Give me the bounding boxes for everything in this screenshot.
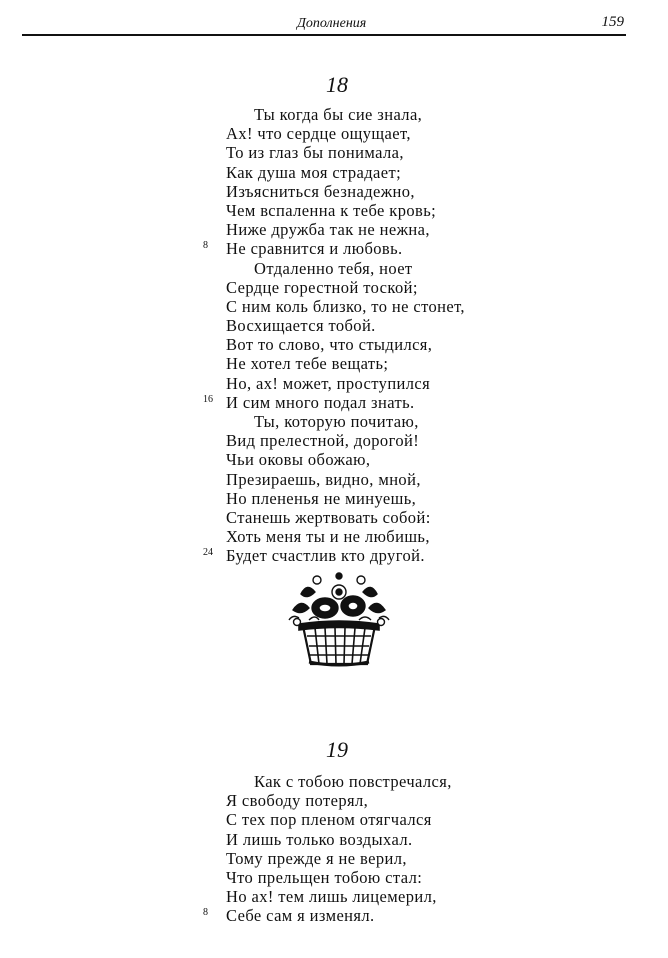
verse-line: Как с тобою повстречался, (254, 772, 452, 791)
poem-19 (203, 772, 646, 926)
poem-18 (203, 105, 646, 566)
line-number: 8 (203, 907, 208, 919)
line-number: 16 (203, 393, 213, 405)
verse-line: Но плененья не минуешь, (226, 488, 417, 508)
poem-number: 18 (326, 72, 348, 97)
verse-line: И лишь только воздыхал. (226, 829, 413, 849)
verse-line: Презираешь, видно, мной, (226, 469, 421, 489)
verse-text: Себе сам я изменял. (226, 906, 375, 926)
verse-line: Ты когда бы сие знала, (254, 105, 423, 124)
verse-line: Восхищается тобой. (226, 316, 376, 336)
verse-line: Изъясниться безнадежно, (226, 181, 415, 201)
verse-line: Не хотел тебе вещать; (226, 354, 389, 374)
verse-line: Но, ах! может, проступился (226, 373, 431, 393)
line-number: 24 (203, 547, 213, 559)
verse-line: Сердце горестной тоской; (226, 277, 418, 297)
header-rule (22, 34, 626, 36)
running-title: Дополнения (297, 16, 367, 31)
verse-line: Но ах! тем лишь лицемерил, (226, 887, 437, 907)
verse-line: Чьи оковы обожаю, (226, 450, 371, 470)
verse-line: Чем вспаленна к тебе кровь; (226, 200, 437, 220)
verse-line: То из глаз бы понимала, (226, 143, 404, 163)
page-number: 159 (601, 14, 624, 30)
verse-line: Ниже дружба так не нежна, (226, 220, 430, 240)
verse-line: Вид прелестной, дорогой! (226, 431, 420, 451)
verse-line: Хоть меня ты и не любишь, (226, 527, 430, 547)
verse-line: Тому прежде я не верил, (226, 848, 407, 868)
verse-line (203, 392, 646, 412)
flower-basket-icon (279, 570, 399, 670)
verse-line: Станешь жертвовать собой: (226, 507, 431, 527)
verse-text: И сим много подал знать. (226, 392, 415, 412)
verse-line: Что прельщен тобою стал: (226, 867, 423, 887)
verse-line: Я свободу потерял, (226, 791, 369, 811)
line-number: 8 (203, 240, 208, 252)
verse-line: Вот то слово, что стыдился, (226, 335, 433, 355)
verse-text: Будет счастлив кто другой. (226, 546, 425, 566)
verse-line: С тех пор пленом отягчался (226, 810, 432, 830)
verse-line: Ты, которую почитаю, (254, 412, 419, 431)
page-header (22, 10, 626, 36)
poem-number: 19 (326, 737, 348, 762)
verse-line (203, 546, 646, 566)
verse-line: Отдаленно тебя, ноет (254, 258, 413, 278)
verse-line: Как душа моя страдает; (226, 162, 402, 182)
verse-line (203, 239, 646, 259)
verse-text: Не сравнится и любовь. (226, 239, 403, 259)
verse-line (203, 906, 646, 926)
verse-line: Ах! что сердце ощущает, (226, 124, 411, 144)
verse-line: С ним коль близко, то не стонет, (226, 296, 465, 316)
